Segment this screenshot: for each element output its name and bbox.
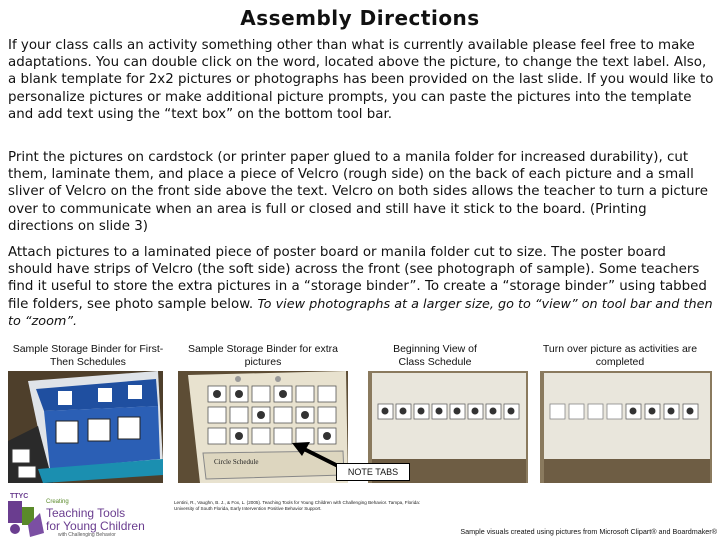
caption-turn-over-pictures: Turn over picture as activities are completed (542, 343, 698, 368)
photo-first-then-binder (8, 371, 163, 483)
caption-beginning-schedule: Beginning View of Class Schedule (393, 343, 477, 368)
logo-creating: Creating (46, 499, 69, 505)
zoom-hint: To view photographs at a larger size, go to “view” on tool bar and then to “zoom”. (8, 296, 713, 329)
citation-text: Lentini, R., Vaughn, B. J., & Fox, L. (2005). Teaching Tools for Young Children with Challenging Behavior. Tampa, Florida: University of South Florida, Early Intervention Positive Behavior Support. (174, 500, 421, 512)
first-then-binder-illustration (8, 371, 163, 483)
turned-over-schedule-illustration (540, 371, 712, 483)
instructions-paragraph-1: If your class calls an activity something other than what is currently available please feel free to make adaptations. You can double click on the word, located above the picture, to change the text label. Also, a blank template for 2x2 pictures or photographs has been provided on the last slide. If you would like to personalize pictures or make additional picture prompts, you can paste the pictures into the template and add text using the “text box” on the bottom tool bar. (8, 38, 714, 122)
binder-tab-label: Circle Schedule (214, 458, 259, 466)
instructions-paragraph-3 (8, 244, 714, 330)
logo-abbrev: TTYC (10, 493, 29, 500)
page-title: Assembly Directions (240, 6, 480, 30)
caption-extra-pictures-binder: Sample Storage Binder for extra pictures (188, 343, 338, 368)
ttyc-logo (6, 493, 166, 539)
logo-teaching-tools: Teaching Tools (46, 506, 126, 520)
clipart-credit: Sample visuals created using pictures from Microsoft Clipart® and Boardmaker® (460, 527, 717, 536)
instructions-paragraph-2: Print the pictures on cardstock (or printer paper glued to a manila folder for increased durability), cut them, laminate them, and place a piece of Velcro (rough side) on the back of each picture and a small sliver of Velcro on the front side above the text. Velcro on both sides allows the teacher to turn a picture over to communicate when an area is full or closed and still have it stick to the board. (Printing directions on slide 3) (8, 150, 708, 234)
logo-young-children: for Young Children (46, 519, 145, 533)
photo-turned-over-schedule (540, 371, 712, 483)
note-tabs-label: NOTE TABS (336, 463, 410, 481)
logo-challenging-behavior: with Challenging Behavior (58, 532, 116, 538)
caption-first-then-binder: Sample Storage Binder for First-Then Schedules (12, 343, 164, 368)
note-tabs-arrow-icon (290, 440, 340, 470)
paragraph-3-text: Attach pictures to a laminated piece of poster board or manila folder cut to size. The poster board should have strips of Velcro (the soft side) across the front (see photograph of sample). Some teachers find it useful to store the extra pictures in a “storage binder”. To create a “storage binder” using tabbed file folders, see photo sample below. (8, 245, 707, 312)
